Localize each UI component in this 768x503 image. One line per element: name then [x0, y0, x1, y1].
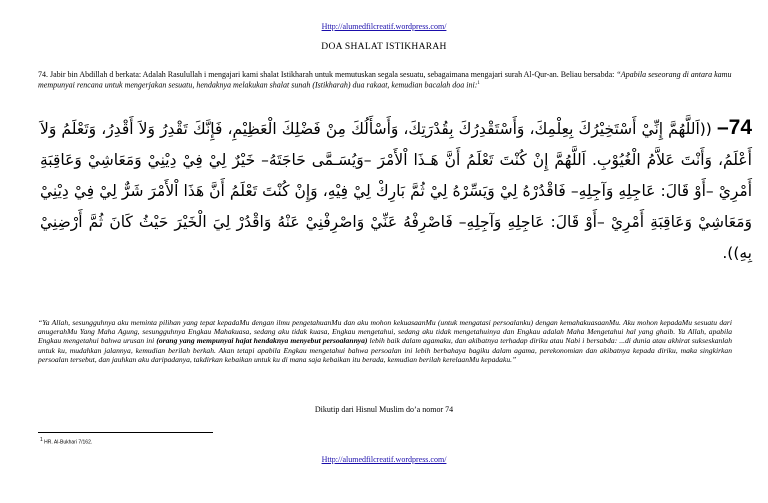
- translation-text-1: “Ya Allah, sesungguhnya aku meminta pilihan yang tepat kepadaMu dengan ilmu pengetahuanMu dan aku mohon kekuasaanMu (untuk mengatasi persoalanku) dengan kemahakuasaanMu. Aku mohon kepadaMu sesuatu dari anugerahMu Yang Maha Agung, sesungguhnya Engkau Mahakuasa, sedang aku tidak kuasa, Engkau mengetahui, sedang aku tidak mengetahuinya dan Engkau adalah Maha Mengetahui hal yang ghaib. Ya Allah, apabila Engkau mengetahui bahwa urusan ini: [38, 318, 732, 346]
- footnote-marker[interactable]: 1: [477, 81, 480, 87]
- translation-text-2: lebih baik dalam agamaku, dan akibatnya terhadap diriku atau Nabi i bersabda: ...di dunia atau akhirat sukseskanlah untuk ku, mudahkan jalannya, kemudian berilah berkah. Akan tetapi apabila Engkau mengetahui bahwa persoalan ini lebih berbahaya bagiku dalam agama, perekonomian dan akibatnya kepada diriku, maka singkirkan persoalan tersebut, dan jauhkan aku daripadanya, takdirkan kebaikan untuk ku di mana saja kebaikan itu berada, kemudian berilah kerelaanMu kepadaku.”: [38, 336, 732, 364]
- arabic-prayer-text: ((اَللَّهُمَّ إِنِّيْ أَسْتَخِيْرُكَ بِعِلْمِكَ، وَأَسْتَقْدِرُكَ بِقُدْرَتِكَ، وَأَسْأَلُكَ مِنْ فَضْلِكَ الْعَظِيْمِ، فَإِنَّكَ تَقْدِرُ وَلاَ أَقْدِرُ، وَتَعْلَمُ وَلاَ أَعْلَمُ، وَأَنْتَ عَلاَّمُ الْغُيُوْبِ. اَللَّهُمَّ إِنْ كُنْتَ تَعْلَمُ أَنَّ هَـذَا اْلأَمْرَ –وَيُسَـمَّى حَاجَتَهُ– خَيْرٌ لِيْ فِيْ دِيْنِيْ وَمَعَاشِيْ وَعَاقِبَةِ أَمْرِيْ –أَوْ قَالَ: عَاجِلِهِ وَآجِلِهِ– فَاقْدُرْهُ لِيْ وَيَسِّرْهُ لِيْ ثُمَّ بَارِكْ لِيْ فِيْهِ، وَإِنْ كُنْتَ تَعْلَمُ أَنَّ هَذَا اْلأَمْرَ شَرٌّ لِيْ فِيْ دِيْنِيْ وَمَعَاشِيْ وَعَاقِبَةِ أَمْرِيْ –أَوْ قَالَ: عَاجِلِهِ وَآجِلِهِ– فَاصْرِفْهُ عَنِّيْ وَاصْرِفْنِيْ عَنْهُ وَاقْدُرْ لِيَ الْخَيْرَ حَيْثُ كَانَ ثُمَّ أَرْضِنِيْ بِهِ)).: [40, 120, 752, 262]
- hadith-number: 74–: [716, 116, 752, 139]
- footnote-text: HR. Al-Bukhari 7/162.: [44, 439, 93, 446]
- source-note: Dikutip dari Hisnul Muslim do’a nomor 74: [314, 405, 454, 414]
- page-title: DOA SHALAT ISTIKHARAH: [321, 42, 447, 52]
- intro-text: 74. Jabir bin Abdillah d berkata: Adalah Rasulullah i mengajari kami shalat Istikharah untuk memutuskan segala sesuatu, sebagaimana mengajari surah Al-Qur-an. Beliau bersabda:: [38, 70, 617, 79]
- intro-paragraph: [38, 70, 738, 90]
- footnote-number: 1: [40, 437, 43, 443]
- translation-bold: (orang yang mempunyai hajat hendaknya menyebut persoalannya): [156, 336, 368, 346]
- translation-paragraph: [38, 318, 732, 364]
- intro-quote: “Apabila seseorang di antara kamu mempunyai rencana untuk mengerjakan sesuatu, hendaknya melakukan shalat sunah (Istikharah) dua rakaat, kemudian bacalah doa ini:: [38, 70, 732, 91]
- footer-link[interactable]: Http://alumedfilcreatif.wordpress.com/: [321, 455, 447, 464]
- footnote: [40, 437, 92, 446]
- footnote-divider: [38, 432, 213, 433]
- arabic-prayer: [40, 112, 752, 269]
- header-link[interactable]: Http://alumedfilcreatif.wordpress.com/: [321, 22, 447, 31]
